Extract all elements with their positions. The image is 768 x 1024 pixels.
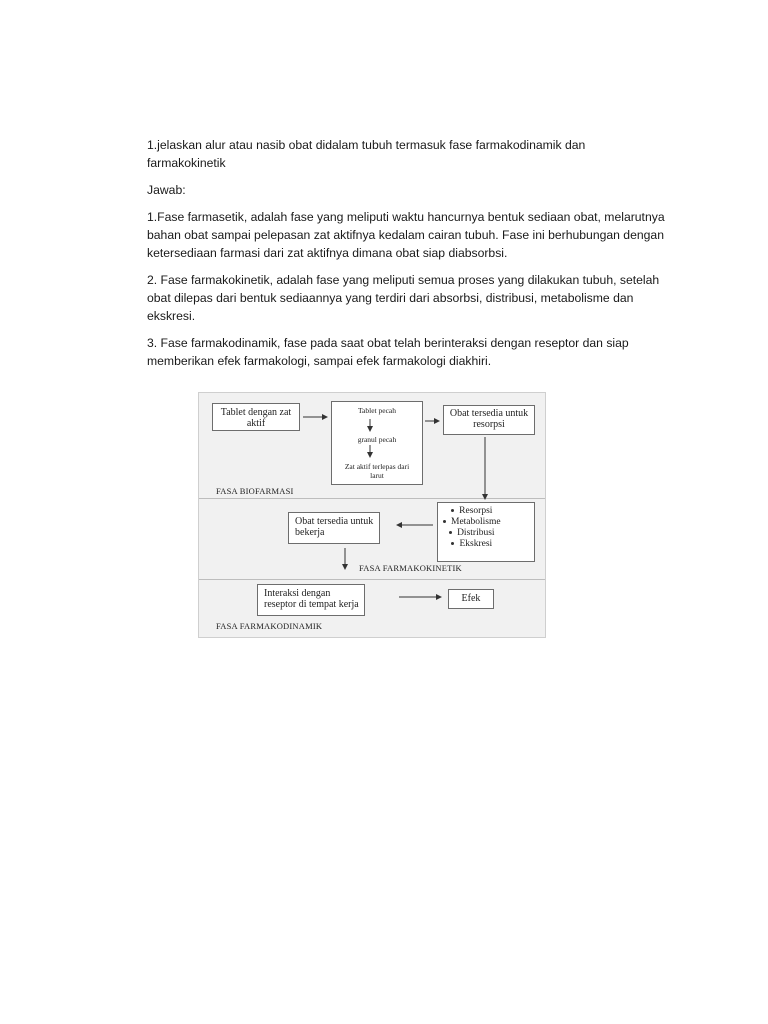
- phase-farmakodinamik-label: FASA FARMAKODINAMIK: [216, 621, 323, 631]
- phase-biofarmasi-label: FASA BIOFARMASI: [216, 486, 294, 496]
- drug-phase-diagram: [198, 392, 546, 638]
- answer-text: [147, 136, 667, 379]
- zat-aktif-label: Zat aktif terlepas dari larut: [344, 462, 410, 480]
- granul-pecah-label: granul pecah: [357, 435, 397, 444]
- tablet-box: Tablet dengan zat aktif: [212, 403, 300, 431]
- process-distribusi: Distribusi: [457, 528, 495, 538]
- point-3: 3. Fase farmakodinamik, fase pada saat obat telah berinteraksi dengan reseptor dan siap memberikan efek farmakologi, sampai efek farmakologi diakhiri.: [147, 336, 629, 368]
- tablet-pecah-label: Tablet pecah: [358, 406, 396, 415]
- answer-label: Jawab:: [147, 183, 186, 197]
- process-metabolisme: Metabolisme: [451, 517, 501, 527]
- obat-bekerja-box: Obat tersedia untuk bekerja: [288, 512, 380, 544]
- process-resorpsi: Resorpsi: [459, 506, 493, 516]
- obat-resorpsi-box: Obat tersedia untuk resorpsi: [443, 405, 535, 435]
- interaksi-box: Interaksi dengan reseptor di tempat kerja: [257, 584, 365, 616]
- diagram-arrows: [199, 393, 545, 637]
- phase-farmakokinetik-label: FASA FARMAKOKINETIK: [359, 563, 462, 573]
- process-ekskresi: Ekskresi: [459, 539, 493, 549]
- point-2: 2. Fase farmakokinetik, adalah fase yang meliputi semua proses yang dilakukan tubuh, setelah obat dilepas dari bentuk sediaannya yang terdiri dari absorbsi, distribusi, metabolisme dan ekskresi.: [147, 273, 660, 323]
- efek-box: Efek: [448, 589, 494, 609]
- point-1: 1.Fase farmasetik, adalah fase yang meliputi waktu hancurnya bentuk sediaan obat, melarutnya bahan obat sampai pelepasan zat aktifnya kedalam cairan tubuh. Fase ini berhubungan dengan ketersediaan farmasi dari zat aktifnya dimana obat siap diabsorbsi.: [147, 210, 665, 260]
- question-text: 1.jelaskan alur atau nasib obat didalam tubuh termasuk fase farmakodinamik dan farmakokinetik: [147, 138, 586, 170]
